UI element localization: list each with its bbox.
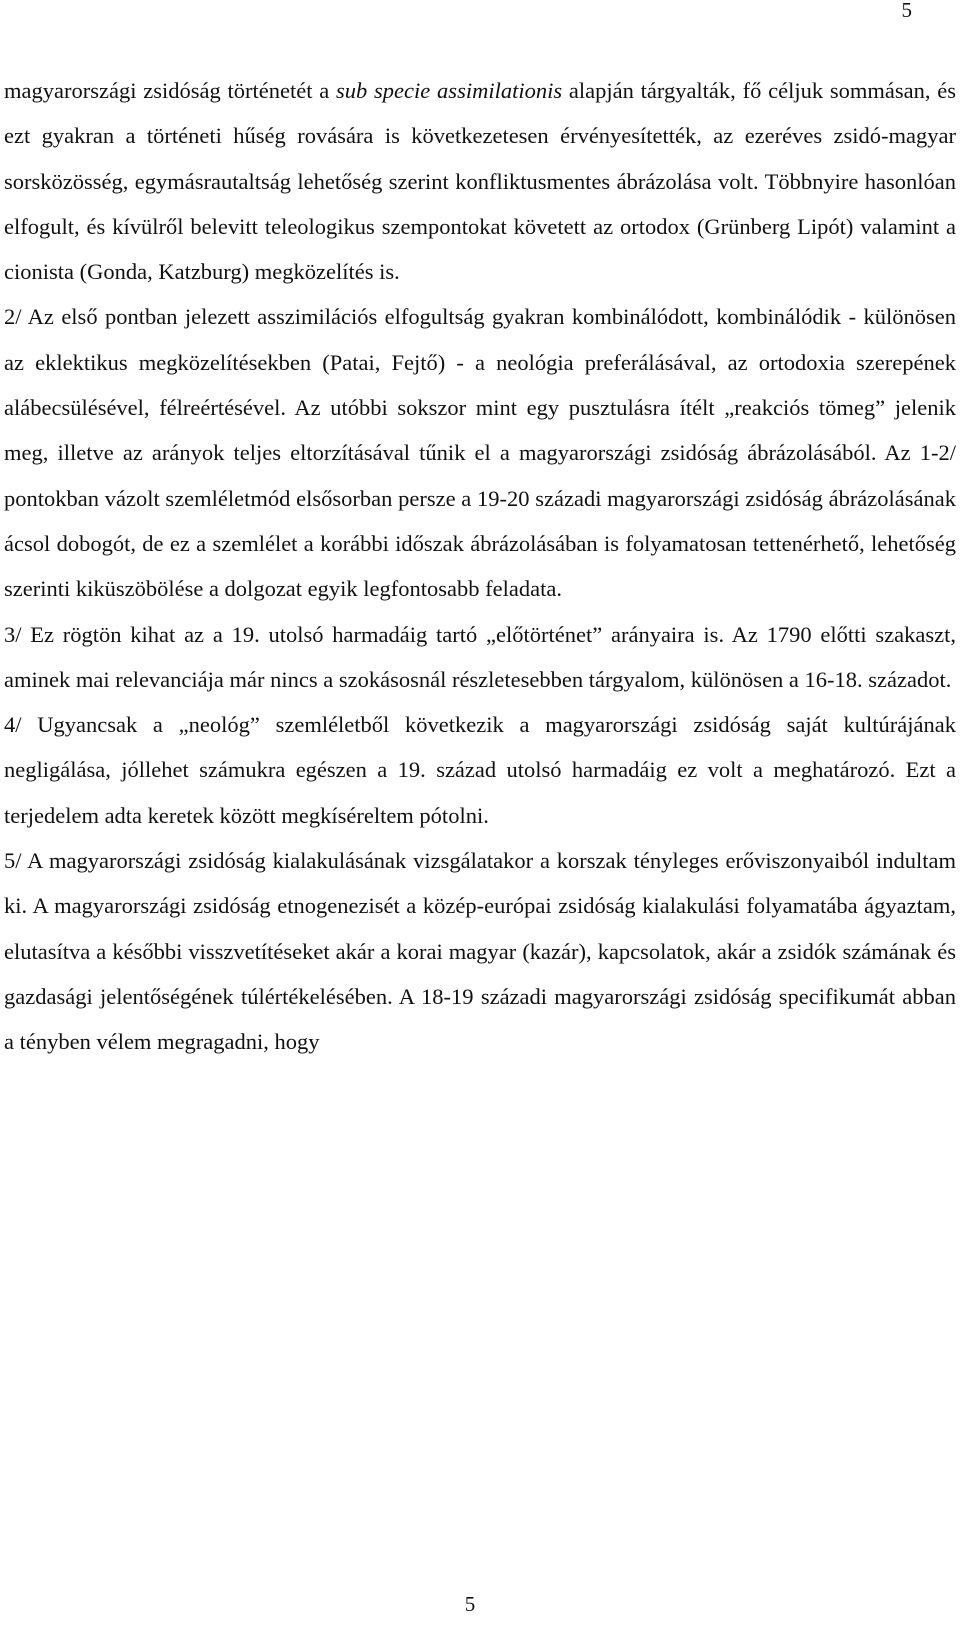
paragraph (4, 68, 956, 294)
text-segment: magyarországi zsidóság történetét a (4, 78, 337, 103)
page-number-bottom: 5 (464, 1592, 476, 1616)
paragraph (4, 838, 956, 1064)
text-segment: 3/ Ez rögtön kihat az a 19. utolsó harmadáig tartó „előtörténet” arányaira is. Az 1790 előtti szakaszt, aminek mai relevanciája már nincs a szokásosnál részletesebben tárgyalom, különösen a 16-18. századot. (4, 621, 956, 692)
body-text (4, 68, 956, 1065)
page-number-top: 5 (901, 0, 912, 22)
text-segment: 5/ A magyarországi zsidóság kialakulásának vizsgálatakor a korszak tényleges erőviszonyaiból indultam ki. A magyarországi zsidóság etnogenezisét a közép-európai zsidóság kialakulási folyamatába ágyaztam, elutasítva a későbbi visszvetítéseket akár a korai magyar (kazár), kapcsolatok, akár a zsidók számának és gazdasági jelentőségének túlértékelésében. A 18-19 századi magyarországi zsidóság specifikumát abban a tényben vélem megragadni, hogy (4, 848, 956, 1055)
text-segment: 4/ Ugyancsak a „neológ” szemléletből következik a magyarországi zsidóság saját kultúrájának negligálása, jóllehet számukra egészen a 19. század utolsó harmadáig ez volt a meghatározó. Ezt a terjedelem adta keretek között megkíséreltem pótolni. (4, 712, 956, 828)
paragraph (4, 702, 956, 838)
paragraph (4, 294, 956, 611)
text-segment: alapján tárgyalták, fő céljuk sommásan, és ezt gyakran a történeti hűség rovására is következetesen érvényesítették, az ezeréves zsidó-magyar sorsközösség, egymásrautaltság lehetőség szerint konfliktusmentes ábrázolása volt. Többnyire hasonlóan elfogult, és kívülről belevitt teleologikus szempontokat követett az ortodox (Grünberg Lipót) valamint a cionista (Gonda, Katzburg) megközelítés is. (4, 78, 957, 285)
text-segment-italic: sub specie assimilationis (336, 78, 563, 103)
paragraph (4, 612, 956, 703)
text-segment: 2/ Az első pontban jelezett asszimilációs elfogultság gyakran kombinálódott, kombinálódik - különösen az eklektikus megközelítésekben (Patai, Fejtő) - a neológia preferálásával, az ortodoxia szerepének alábecsülésével, félreértésével. Az utóbbi sokszor mint egy pusztulásra ítélt „reakciós tömeg” jelenik meg, illetve az arányok teljes eltorzításával tűnik el a magyarországi zsidóság ábrázolásából. Az 1-2/ pontokban vázolt szemléletmód elsősorban persze a 19-20 századi magyarországi zsidóság ábrázolásának ácsol dobogót, de ez a szemlélet a korábbi időszak ábrázolásában is folyamatosan tettenérhető, lehetőség szerinti kiküszöbölése a dolgozat egyik legfontosabb feladata. (4, 304, 956, 602)
